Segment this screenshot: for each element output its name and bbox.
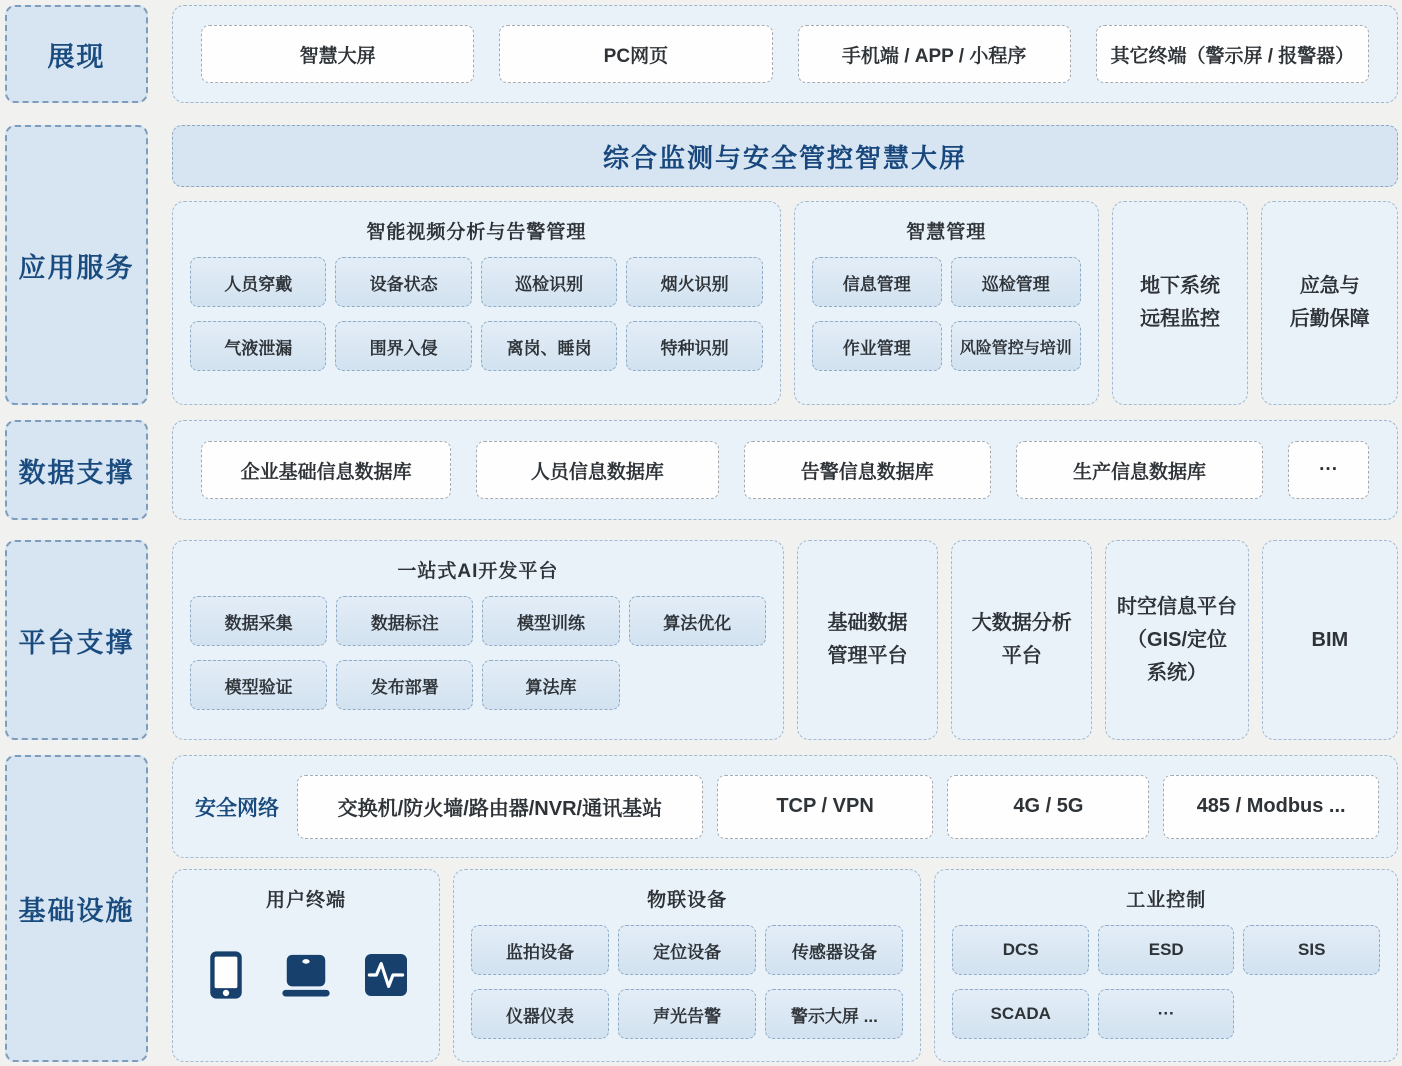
diagram-item: 算法优化	[629, 596, 766, 646]
platform-line: 基础数据	[827, 612, 908, 634]
diagram-item: 人员穿戴	[190, 257, 326, 307]
network-box: 交换机/防火墙/路由器/NVR/通讯基站	[297, 775, 703, 839]
diagram-item: 警示大屏 ...	[765, 989, 903, 1039]
platform-support-label: 平台支撑	[5, 540, 148, 740]
presentation-label: 展现	[5, 5, 148, 103]
database-box: 生产信息数据库	[1016, 441, 1263, 499]
presentation-content	[172, 5, 1398, 103]
data-support-container	[172, 420, 1398, 520]
platform-support-content	[172, 540, 1398, 740]
infrastructure-content	[172, 755, 1398, 1062]
platform-line: 大数据分析	[971, 612, 1072, 634]
infrastructure-label: 基础设施	[5, 755, 148, 1062]
emergency-line: 应急与	[1299, 275, 1360, 297]
diagram-item: 数据标注	[336, 596, 473, 646]
infrastructure-panels	[172, 869, 1398, 1062]
iot-devices-items	[454, 925, 921, 1056]
smart-management-panel	[794, 201, 1099, 405]
big-data-platform-panel	[951, 540, 1092, 740]
diagram-item: 信息管理	[812, 257, 942, 307]
diagram-item: 仪器仪表	[471, 989, 609, 1039]
application-content	[172, 125, 1398, 405]
presentation-item: 手机端 / APP / 小程序	[798, 25, 1071, 83]
application-label: 应用服务	[5, 125, 148, 405]
diagram-item: 气液泄漏	[190, 321, 326, 371]
video-analysis-title: 智能视频分析与告警管理	[366, 222, 587, 243]
data-support-band	[5, 420, 1398, 520]
ai-platform-title: 一站式AI开发平台	[397, 561, 559, 582]
platform-support-band	[5, 540, 1398, 740]
diagram-item: 声光告警	[618, 989, 756, 1039]
diagram-item: 模型训练	[482, 596, 619, 646]
iot-devices-panel	[453, 869, 922, 1062]
ai-platform-items	[173, 596, 783, 727]
diagram-item: 特种识别	[626, 321, 762, 371]
secure-network-title: 安全网络	[195, 796, 279, 820]
network-box: TCP / VPN	[717, 775, 934, 839]
diagram-item: 模型验证	[190, 660, 327, 710]
database-box: 人员信息数据库	[476, 441, 718, 499]
platform-line: 平台	[1001, 645, 1042, 667]
presentation-container	[172, 5, 1398, 103]
platform-line: （GIS/定位	[1127, 628, 1228, 651]
diagram-item: 离岗、睡岗	[481, 321, 617, 371]
industrial-control-title: 工业控制	[1126, 890, 1207, 911]
user-terminal-panel	[172, 869, 440, 1062]
database-box: 告警信息数据库	[744, 441, 991, 499]
network-box: 4G / 5G	[947, 775, 1149, 839]
infrastructure-band	[5, 755, 1398, 1062]
diagram-item: 巡检识别	[481, 257, 617, 307]
underground-line: 地下系统	[1140, 275, 1221, 297]
video-analysis-panel	[172, 201, 781, 405]
data-support-content	[172, 420, 1398, 520]
user-terminal-icons	[173, 947, 439, 1003]
diagram-item: 烟火识别	[626, 257, 762, 307]
presentation-item: PC网页	[499, 25, 772, 83]
database-box-more: ···	[1288, 441, 1369, 499]
application-band	[5, 125, 1398, 405]
smart-management-items	[795, 257, 1098, 388]
data-support-label: 数据支撑	[5, 420, 148, 520]
diagram-item: 算法库	[482, 660, 619, 710]
network-box: 485 / Modbus ...	[1163, 775, 1379, 839]
industrial-control-panel	[934, 869, 1398, 1062]
diagram-item: DCS	[952, 925, 1089, 975]
gis-platform-panel	[1105, 540, 1248, 740]
diagram-item: 定位设备	[618, 925, 756, 975]
ai-platform-panel	[172, 540, 784, 740]
platform-line: 管理平台	[827, 645, 908, 667]
diagram-item: 作业管理	[812, 321, 942, 371]
diagram-item: 发布部署	[336, 660, 473, 710]
bim-platform-panel	[1262, 540, 1398, 740]
iot-devices-title: 物联设备	[647, 890, 728, 911]
platform-line: 时空信息平台	[1117, 595, 1238, 618]
smart-management-title: 智慧管理	[906, 222, 987, 243]
monitor-waveform-icon	[358, 947, 414, 1003]
platform-support-panels	[172, 540, 1398, 740]
diagram-item: SCADA	[952, 989, 1089, 1039]
diagram-item: SIS	[1243, 925, 1380, 975]
diagram-item: ···	[1098, 989, 1235, 1039]
platform-line: 系统）	[1147, 661, 1208, 684]
industrial-control-items	[935, 925, 1397, 1056]
mobile-device-icon	[198, 947, 254, 1003]
diagram-item: 数据采集	[190, 596, 327, 646]
diagram-item: 围界入侵	[335, 321, 471, 371]
underground-panel	[1112, 201, 1249, 405]
database-box: 企业基础信息数据库	[201, 441, 451, 499]
diagram-item: 风险管控与培训	[951, 321, 1081, 371]
diagram-item: ESD	[1098, 925, 1235, 975]
laptop-icon	[278, 947, 334, 1003]
presentation-band	[5, 5, 1398, 103]
diagram-item: 传感器设备	[765, 925, 903, 975]
base-data-platform-panel	[797, 540, 938, 740]
video-analysis-items	[173, 257, 780, 388]
platform-line: BIM	[1311, 628, 1349, 651]
underground-line: 远程监控	[1140, 308, 1221, 330]
presentation-item: 其它终端（警示屏 / 报警器）	[1096, 25, 1369, 83]
application-panels	[172, 201, 1398, 405]
user-terminal-title: 用户终端	[265, 890, 346, 911]
diagram-item: 监拍设备	[471, 925, 609, 975]
secure-network-panel	[172, 755, 1398, 858]
diagram-item: 巡检管理	[951, 257, 1081, 307]
application-banner: 综合监测与安全管控智慧大屏	[172, 125, 1398, 187]
presentation-item: 智慧大屏	[201, 25, 474, 83]
diagram-item: 设备状态	[335, 257, 471, 307]
emergency-line: 后勤保障	[1289, 308, 1370, 330]
emergency-panel	[1261, 201, 1398, 405]
